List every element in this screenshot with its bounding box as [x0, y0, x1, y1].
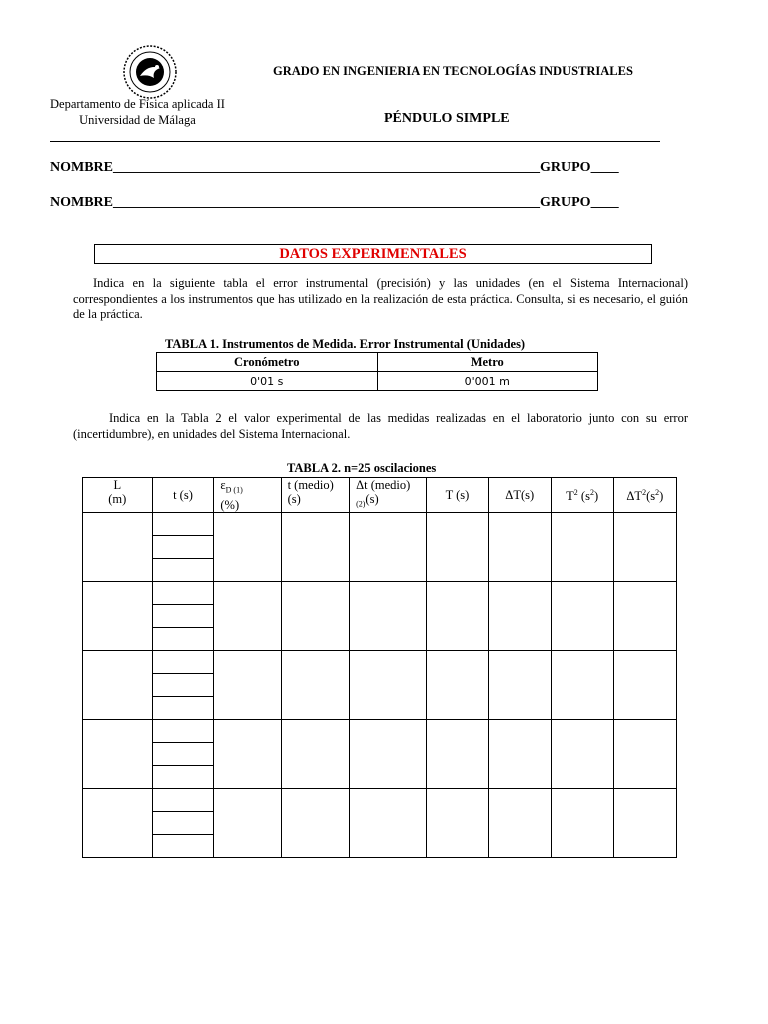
- table-cell[interactable]: [613, 651, 676, 720]
- header-divider: [50, 141, 660, 142]
- table-cell[interactable]: [214, 789, 281, 858]
- time-entry[interactable]: [153, 789, 214, 812]
- name-field-2[interactable]: [50, 195, 619, 211]
- col-period: T (s): [427, 478, 489, 513]
- table-cell[interactable]: [427, 513, 489, 582]
- col-period-squared-error: $\Delta T^2(s^2)$: [613, 478, 676, 513]
- table-cell[interactable]: [214, 513, 281, 582]
- instructions-paragraph-2: Indica en la Tabla 2 el valor experimental de las medidas realizadas en el laboratorio junto con su error (incertidumbre), en unidades del Sistema Internacional.: [73, 411, 688, 441]
- time-entry[interactable]: [153, 536, 214, 559]
- table-row: [83, 720, 677, 789]
- table-cell[interactable]: [488, 720, 551, 789]
- group-blank: ____: [590, 195, 619, 210]
- table-cell[interactable]: [83, 513, 153, 582]
- table-cell[interactable]: [427, 651, 489, 720]
- time-entry[interactable]: [153, 559, 214, 581]
- department-name: Departamento de Física aplicada II: [50, 97, 225, 111]
- time-cell[interactable]: [152, 513, 214, 582]
- name-label: NOMBRE: [50, 195, 113, 210]
- time-subgrid: [153, 651, 214, 719]
- table-cell[interactable]: [613, 720, 676, 789]
- col-mean-time-error: Δt (medio) $_{(2)}$(s): [350, 478, 427, 513]
- table-cell[interactable]: [551, 582, 613, 651]
- table-row: [83, 582, 677, 651]
- time-subgrid: [153, 513, 214, 581]
- name-blank: _____________________________________________________________: [113, 195, 540, 210]
- university-name: Universidad de Málaga: [79, 113, 196, 127]
- time-entry[interactable]: [153, 743, 214, 766]
- document-title: PÉNDULO SIMPLE: [384, 111, 510, 126]
- col-period-squared: $T^2$ $(s^2)$: [551, 478, 613, 513]
- table-cell[interactable]: [488, 789, 551, 858]
- group-label: GRUPO: [540, 195, 591, 210]
- time-subgrid: [153, 720, 214, 788]
- table-cell[interactable]: [281, 789, 350, 858]
- time-cell[interactable]: [152, 582, 214, 651]
- time-entry[interactable]: [153, 605, 214, 628]
- time-entry[interactable]: [153, 628, 214, 650]
- table-cell[interactable]: [281, 582, 350, 651]
- table-cell[interactable]: [551, 789, 613, 858]
- time-cell[interactable]: [152, 789, 214, 858]
- table-cell[interactable]: [488, 513, 551, 582]
- col-period-error: ΔT(s): [488, 478, 551, 513]
- university-seal-logo: [122, 44, 178, 100]
- department-block: [50, 96, 225, 128]
- measurements-table: [82, 477, 677, 858]
- table-cell[interactable]: [281, 720, 350, 789]
- table-cell[interactable]: [613, 582, 676, 651]
- table-cell[interactable]: [281, 651, 350, 720]
- table-cell[interactable]: [214, 582, 281, 651]
- table-cell[interactable]: [488, 582, 551, 651]
- time-subgrid: [153, 582, 214, 650]
- table-cell[interactable]: [350, 513, 427, 582]
- table-cell[interactable]: [214, 720, 281, 789]
- group-blank: ____: [590, 160, 619, 175]
- table-cell[interactable]: [350, 651, 427, 720]
- degree-title: GRADO EN INGENIERIA EN TECNOLOGÍAS INDUSTRIALES: [273, 64, 633, 78]
- table-cell[interactable]: [488, 651, 551, 720]
- chronometer-value[interactable]: 0'01 s: [157, 372, 378, 391]
- table-cell[interactable]: [427, 582, 489, 651]
- time-entry[interactable]: [153, 674, 214, 697]
- table-cell[interactable]: [350, 720, 427, 789]
- section-heading: DATOS EXPERIMENTALES: [94, 244, 652, 264]
- col-length: L (m): [83, 478, 153, 513]
- table-cell[interactable]: [551, 513, 613, 582]
- time-cell[interactable]: [152, 720, 214, 789]
- table-cell[interactable]: [83, 720, 153, 789]
- table-row: [83, 789, 677, 858]
- time-entry[interactable]: [153, 720, 214, 743]
- table-cell[interactable]: [551, 720, 613, 789]
- table-cell[interactable]: [214, 651, 281, 720]
- table-cell[interactable]: [427, 789, 489, 858]
- table-cell[interactable]: [83, 651, 153, 720]
- table-cell[interactable]: [281, 513, 350, 582]
- table-cell[interactable]: [350, 582, 427, 651]
- table-cell[interactable]: [83, 789, 153, 858]
- time-entry[interactable]: [153, 835, 214, 857]
- meter-value[interactable]: 0'001 m: [377, 372, 598, 391]
- table-cell[interactable]: [83, 582, 153, 651]
- time-entry[interactable]: [153, 513, 214, 536]
- table-row: [83, 513, 677, 582]
- chronometer-header: Cronómetro: [157, 353, 378, 372]
- col-time: t (s): [152, 478, 214, 513]
- instructions-paragraph-1: Indica en la siguiente tabla el error instrumental (precisión) y las unidades (en el Sistema Internacional) correspondientes a los instrumentos que has utilizado en la realización de esta práctica. Consulta, si es necesario, el guión de la práctica.: [73, 276, 688, 321]
- time-entry[interactable]: [153, 582, 214, 605]
- table2-caption: TABLA 2. n=25 oscilaciones: [287, 461, 437, 475]
- col-relative-error: $\varepsilon_{D (1)}$ (%): [214, 478, 281, 513]
- time-subgrid: [153, 789, 214, 857]
- time-entry[interactable]: [153, 651, 214, 674]
- time-entry[interactable]: [153, 812, 214, 835]
- table1-caption: TABLA 1. Instrumentos de Medida. Error Instrumental (Unidades): [165, 337, 526, 351]
- table-cell[interactable]: [427, 720, 489, 789]
- col-mean-time: t (medio) (s): [281, 478, 350, 513]
- instruments-table: [156, 352, 598, 391]
- table-row: [83, 651, 677, 720]
- meter-header: Metro: [377, 353, 598, 372]
- name-field-1[interactable]: [50, 160, 619, 176]
- name-label: NOMBRE: [50, 160, 113, 175]
- table-cell[interactable]: [613, 513, 676, 582]
- name-blank: _____________________________________________________________: [113, 160, 540, 175]
- table-cell[interactable]: [551, 651, 613, 720]
- time-entry[interactable]: [153, 766, 214, 788]
- group-label: GRUPO: [540, 160, 591, 175]
- table-cell[interactable]: [350, 789, 427, 858]
- time-entry[interactable]: [153, 697, 214, 719]
- table-cell[interactable]: [613, 789, 676, 858]
- time-cell[interactable]: [152, 651, 214, 720]
